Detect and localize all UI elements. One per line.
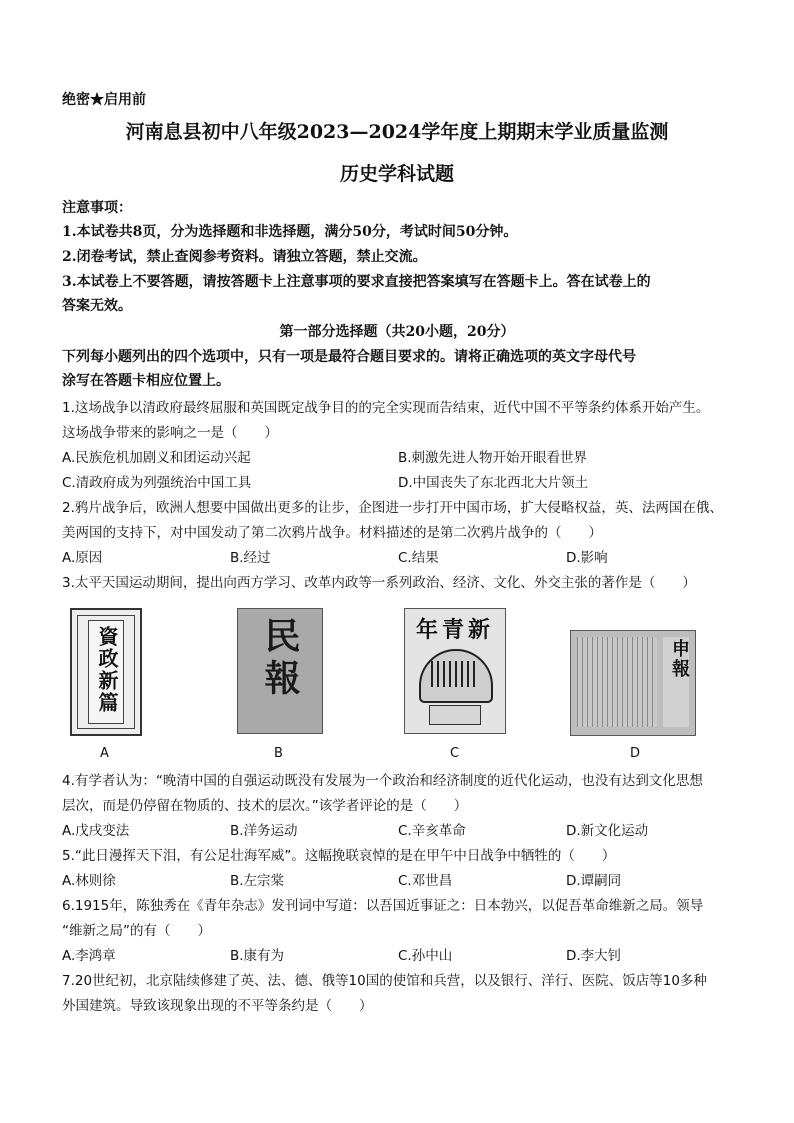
q1-stem-a: 1.这场战争以清政府最终屈服和英国既定战争目的的完全实现而告结束，近代中国不平等条约体系开始产生。 — [62, 400, 710, 416]
q2-option-a: A.原因 — [62, 550, 103, 566]
q6-option-c: C.孙中山 — [398, 948, 453, 964]
secret-label: 绝密★启用前 — [62, 92, 146, 108]
q6-option-a: A.李鸿章 — [62, 948, 116, 964]
q2-option-d: D.影响 — [566, 550, 608, 566]
q5-stem: 5.“此日漫挥天下泪，有公足壮海军威”。这幅挽联哀悼的是在甲午中日战争中牺牲的（ ） — [62, 848, 616, 864]
q6-stem-a: 6.1915年，陈独秀在《青年杂志》发刊词中写道：以吾国近事证之：日本勃兴，以促吾革命维新之局。领导 — [62, 898, 704, 914]
q4-stem-b: 层次，而是仍停留在物质的、技术的层次。”该学者评论的是（ ） — [62, 798, 468, 814]
q3-label-a: A — [100, 746, 109, 761]
q3-image-c — [404, 608, 506, 734]
q2-stem-b: 美两国的支持下，对中国发动了第二次鸦片战争。材料描述的是第二次鸦片战争的（ ） — [62, 525, 602, 541]
q3-image-a — [70, 608, 142, 736]
part1-instruction-a: 下列每小题列出的四个选项中，只有一项是最符合题目要求的。请将正确选项的英文字母代号 — [62, 349, 636, 365]
q2-stem-a: 2.鸦片战争后，欧洲人想要中国做出更多的让步，企图进一步打开中国市场，扩大侵略权益，英、法两国在俄、 — [62, 500, 723, 516]
q2-option-b: B.经过 — [230, 550, 271, 566]
q7-stem-b: 外国建筑。导致该现象出现的不平等条约是（ ） — [62, 998, 373, 1014]
q1-option-a: A.民族危机加剧义和团运动兴起 — [62, 450, 251, 466]
q3-label-b: B — [274, 746, 283, 761]
notes-heading: 注意事项： — [62, 200, 132, 216]
q1-stem-b: 这场战争带来的影响之一是（ ） — [62, 425, 278, 441]
q3-image-b-title: 民報 — [259, 617, 301, 701]
q3-image-b — [237, 608, 323, 734]
q3-stem: 3.太平天国运动期间，提出向西方学习、改革内政等一系列政治、经济、文化、外交主张的著作是（ ） — [62, 575, 696, 591]
part1-heading: 第一部分选择题（共20小题，20分） — [279, 324, 515, 340]
q2-option-c: C.结果 — [398, 550, 439, 566]
exam-subtitle: 历史学科试题 — [339, 163, 454, 185]
q5-option-a: A.林则徐 — [62, 873, 116, 889]
q4-option-c: C.辛亥革命 — [398, 823, 466, 839]
q6-stem-b: “维新之局”的有（ ） — [62, 923, 211, 939]
q1-option-d: D.中国丧失了东北西北大片领土 — [398, 475, 589, 491]
q1-option-b: B.刺激先进人物开始开眼看世界 — [398, 450, 588, 466]
note-3b: 答案无效。 — [62, 298, 132, 314]
q3-image-d — [570, 630, 696, 736]
q3-image-c-title: 年青新 — [415, 617, 494, 643]
q5-option-b: B.左宗棠 — [230, 873, 285, 889]
note-2: 2.闭卷考试，禁止查阅参考资料。请独立答题，禁止交流。 — [62, 249, 427, 265]
q1-option-c: C.清政府成为列强统治中国工具 — [62, 475, 252, 491]
q3-image-d-title: 申報 — [669, 639, 690, 679]
q3-label-c: C — [450, 746, 460, 761]
q4-stem-a: 4.有学者认为：“晚清中国的自强运动既没有发展为一个政治和经济制度的近代化运动，也没有达到文化思想 — [62, 773, 703, 789]
q6-option-b: B.康有为 — [230, 948, 285, 964]
q4-option-d: D.新文化运动 — [566, 823, 649, 839]
q5-option-c: C.邓世昌 — [398, 873, 453, 889]
q3-image-a-title: 資政新篇 — [95, 626, 119, 714]
part1-instruction-b: 涂写在答题卡相应位置上。 — [62, 373, 230, 389]
q4-option-a: A.戊戌变法 — [62, 823, 130, 839]
exam-title: 河南息县初中八年级2023—2024学年度上期期末学业质量监测 — [125, 121, 669, 143]
q7-stem-a: 7.20世纪初，北京陆续修建了英、法、德、俄等10国的使馆和兵营，以及银行、洋行、医院、饭店等10多种 — [62, 973, 707, 989]
q6-option-d: D.李大钊 — [566, 948, 622, 964]
q5-option-d: D.谭嗣同 — [566, 873, 622, 889]
note-3a: 3.本试卷上不要答题，请按答题卡上注意事项的要求直接把答案填写在答题卡上。答在试卷上的 — [62, 274, 651, 290]
q4-option-b: B.洋务运动 — [230, 823, 298, 839]
note-1: 1.本试卷共8页，分为选择题和非选择题，满分50分，考试时间50分钟。 — [62, 224, 518, 240]
q3-label-d: D — [630, 746, 641, 761]
